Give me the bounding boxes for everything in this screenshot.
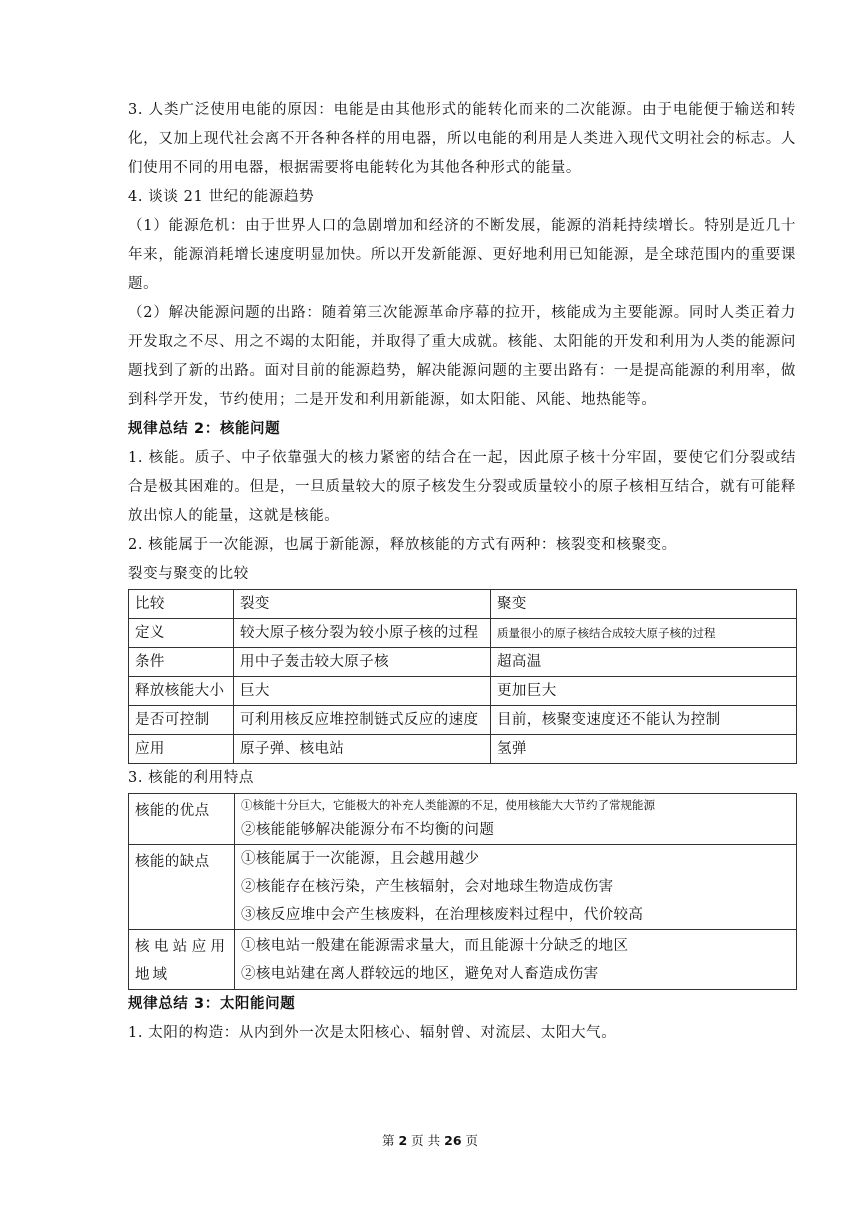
table-cell: 条件: [129, 648, 234, 677]
table-cell: 巨大: [234, 677, 491, 706]
table-cell: 释放核能大小: [129, 677, 234, 706]
table-row: [129, 845, 797, 930]
section-heading: 规律总结 2：核能问题: [128, 421, 281, 437]
table-row: [129, 590, 797, 619]
list-item: ②核能存在核污染，产生核辐射，会对地球生物造成伤害: [241, 879, 614, 895]
table-cell: 应用: [129, 735, 234, 764]
table-caption: 裂变与聚变的比较: [128, 566, 249, 582]
table-cell: 更加巨大: [491, 677, 797, 706]
table-cell: 目前，核聚变速度还不能认为控制: [491, 706, 797, 735]
table-cell: [235, 930, 797, 990]
table-row: [129, 794, 797, 845]
table-cell: 氢弹: [491, 735, 797, 764]
list-item: ②核电站建在离人群较远的地区，避免对人畜造成伤害: [241, 965, 599, 982]
section-heading: 规律总结 3：太阳能问题: [128, 996, 296, 1012]
table-row: [129, 930, 797, 990]
page-number: 2: [398, 1133, 408, 1148]
paragraph: （2）解决能源问题的出路：随着第三次能源革命序幕的拉开，核能成为主要能源。同时人类正着力开发取之不尽、用之不竭的太阳能，并取得了重大成就。核能、太阳能的开发和利用为人类的能源问题找到了新的出路。面对目前的能源趋势，解决能源问题的主要出路有：一是提高能源的利用率，做到科学开发，节约使用；二是开发和利用新能源，如太阳能、风能、地热能等。: [128, 305, 796, 408]
table-cell: 可利用核反应堆控制链式反应的速度: [234, 706, 491, 735]
table-cell: 比较: [129, 590, 234, 619]
table-cell: 核能的缺点: [129, 845, 235, 930]
list-item: ③核反应堆中会产生核废料，在治理核废料过程中，代价较高: [241, 907, 644, 923]
table-cell: 原子弹、核电站: [234, 735, 491, 764]
table-row: [129, 677, 797, 706]
paragraph: 1. 太阳的构造：从内到外一次是太阳核心、辐射曾、对流层、太阳大气。: [128, 1025, 617, 1041]
footer-text: 第: [381, 1133, 395, 1148]
total-pages: 26: [444, 1133, 462, 1148]
table-cell: 质量很小的原子核结合成较大原子核的过程: [491, 619, 797, 648]
table-row: [129, 706, 797, 735]
table-row: [129, 648, 797, 677]
table-cell: 是否可控制: [129, 706, 234, 735]
footer-text: 页: [465, 1133, 479, 1148]
list-item: ②核能能够解决能源分布不均衡的问题: [241, 822, 495, 838]
nuclear-features-table: [128, 793, 797, 990]
paragraph: （1）能源危机：由于世界人口的急剧增加和经济的不断发展，能源的消耗持续增长。特别是近几十年来，能源消耗增长速度明显加快。所以开发新能源、更好地利用已知能源，是全球范围内的重要课题。: [128, 218, 796, 292]
list-item: ①核电站一般建在能源需求量大，而且能源十分缺乏的地区: [241, 937, 629, 954]
list-item: ①核能十分巨大，它能极大的补充人类能源的不足，使用核能大大节约了常规能源: [241, 798, 655, 812]
table-cell: 裂变: [234, 590, 491, 619]
table-cell: [235, 794, 797, 845]
paragraph: 3. 人类广泛使用电能的原因：电能是由其他形式的能转化而来的二次能源。由于电能便于输送和转化，又加上现代社会离不开各种各样的用电器，所以电能的利用是人类进入现代文明社会的标志。人们使用不同的用电器，根据需要将电能转化为其他各种形式的能量。: [128, 102, 796, 176]
footer-text: 页 共: [411, 1133, 441, 1148]
fission-fusion-table: [128, 589, 797, 764]
paragraph: 4. 谈谈 21 世纪的能源趋势: [128, 189, 315, 205]
table-cell: 核电站应用地域: [129, 930, 235, 990]
paragraph: 2. 核能属于一次能源，也属于新能源，释放核能的方式有两种：核裂变和核聚变。: [128, 537, 677, 553]
page-footer: [0, 1131, 860, 1149]
table-cell: 定义: [129, 619, 234, 648]
table-row: [129, 735, 797, 764]
table-cell: [235, 845, 797, 930]
table-cell: 较大原子核分裂为较小原子核的过程: [234, 619, 491, 648]
table-row: [129, 619, 797, 648]
table-cell: 聚变: [491, 590, 797, 619]
list-item: ①核能属于一次能源，且会越用越少: [241, 851, 480, 867]
table-cell: 用中子轰击较大原子核: [234, 648, 491, 677]
table-cell: 超高温: [491, 648, 797, 677]
table-caption: 3. 核能的利用特点: [128, 770, 254, 786]
page-content: [128, 96, 796, 1048]
paragraph: 1. 核能。质子、中子依靠强大的核力紧密的结合在一起，因此原子核十分牢固，要使它们分裂或结合是极其困难的。但是，一旦质量较大的原子核发生分裂或质量较小的原子核相互结合，就有可能释放出惊人的能量，这就是核能。: [128, 450, 796, 524]
table-cell: 核能的优点: [129, 794, 235, 845]
